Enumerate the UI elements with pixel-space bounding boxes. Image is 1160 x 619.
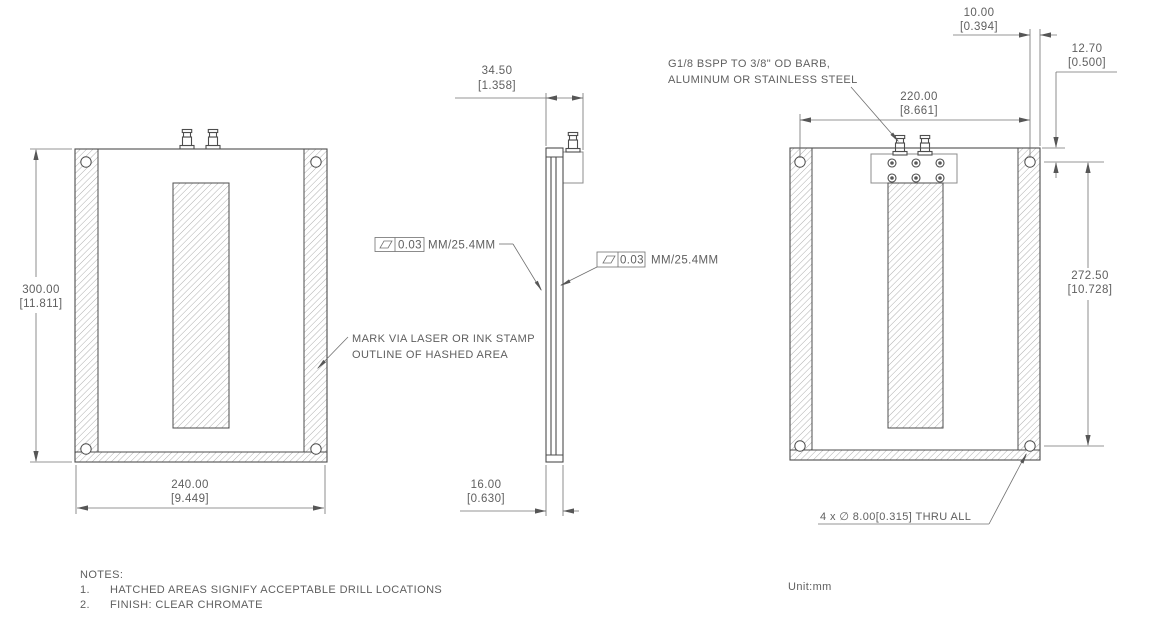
dim-plate-height-inch: [11.811]: [19, 298, 63, 310]
dimension-side-overall-width: [455, 65, 583, 150]
mounting-hole: [1025, 441, 1035, 451]
mounting-hole: [81, 444, 91, 454]
note1-number: 1.: [80, 584, 90, 596]
front-left-drill-zone: [75, 149, 98, 452]
flatness-callout-right: [560, 252, 719, 286]
screw-icon: [936, 159, 944, 167]
screw-icon: [888, 159, 896, 167]
mounting-hole: [795, 441, 805, 451]
marking-note-line2: OUTLINE OF HASHED AREA: [352, 349, 509, 361]
dim-hole-spacing-h-inch: [8.661]: [900, 105, 938, 117]
back-right-drill-zone: [1018, 148, 1040, 450]
flatness-symbol-icon: [603, 256, 615, 263]
note2-number: 2.: [80, 599, 90, 611]
back-bottom-drill-zone: [790, 450, 1040, 460]
side-view: [546, 133, 583, 463]
manifold-block-side: [563, 152, 583, 183]
flatness-left-per: MM/25.4MM: [428, 239, 496, 252]
front-center-drill-zone: [173, 183, 229, 428]
front-right-drill-zone: [304, 149, 327, 452]
dimension-hole-edge-offset: [953, 7, 1057, 146]
notes-title: NOTES:: [80, 569, 124, 581]
barb-fitting-icon: [206, 130, 220, 150]
dim-side-width-inch: [1.358]: [478, 80, 516, 92]
dim-hole-edge-inch: [0.394]: [960, 21, 998, 33]
screw-icon: [912, 174, 920, 182]
flatness-left-value: 0.03: [398, 239, 422, 252]
dim-side-width-mm: 34.50: [481, 65, 513, 77]
fitting-spec-annotation: [668, 58, 899, 142]
dim-hole-top-inch: [0.500]: [1068, 57, 1106, 69]
back-left-drill-zone: [790, 148, 812, 450]
dim-hole-top-mm: 12.70: [1071, 43, 1103, 55]
unit-label: Unit:mm: [788, 581, 832, 593]
screw-icon: [888, 174, 896, 182]
back-view: [790, 136, 1040, 461]
dimension-plate-width: [76, 465, 325, 514]
dim-plate-height-mm: 300.00: [22, 284, 60, 296]
front-view: [75, 130, 327, 463]
dim-plate-width-inch: [9.449]: [171, 493, 209, 505]
mounting-holes-callout: [818, 453, 1027, 524]
dimension-hole-spacing-horizontal: [800, 29, 1030, 158]
dim-plate-width-mm: 240.00: [171, 479, 209, 491]
dimension-hole-top-offset: [1042, 43, 1117, 178]
fitting-spec-line2: ALUMINUM OR STAINLESS STEEL: [668, 74, 858, 86]
dim-hole-spacing-v-mm: 272.50: [1071, 270, 1109, 282]
dim-hole-spacing-v-inch: [10.728]: [1067, 284, 1113, 296]
dimension-plate-height: [19, 149, 72, 462]
dimension-plate-thickness: [460, 465, 579, 516]
mounting-hole: [311, 444, 321, 454]
note1-text: HATCHED AREAS SIGNIFY ACCEPTABLE DRILL LOCATIONS: [110, 584, 443, 596]
notes-block: [80, 569, 442, 611]
dim-thickness-inch: [0.630]: [467, 493, 505, 505]
dim-hole-spacing-h-mm: 220.00: [900, 91, 938, 103]
marking-note-line1: MARK VIA LASER OR INK STAMP: [352, 333, 535, 345]
dimension-hole-spacing-vertical: [1044, 162, 1112, 446]
note2-text: FINISH: CLEAR CHROMATE: [110, 599, 263, 611]
dim-thickness-mm: 16.00: [470, 479, 502, 491]
fitting-spec-line1: G1/8 BSPP TO 3/8" OD BARB,: [668, 58, 831, 70]
mounting-holes-text: 4 x ∅ 8.00[0.315] THRU ALL: [820, 511, 972, 523]
screw-icon: [912, 159, 920, 167]
barb-fitting-icon: [180, 130, 194, 150]
flatness-callout-left: [375, 238, 542, 292]
dim-hole-edge-mm: 10.00: [963, 7, 995, 19]
marking-annotation: [317, 333, 535, 369]
barb-fitting-icon: [566, 133, 580, 153]
side-plate-outline: [546, 148, 563, 462]
mounting-hole: [81, 157, 91, 167]
back-center-drill-zone: [888, 183, 943, 428]
front-bottom-drill-zone: [75, 452, 327, 462]
mounting-hole: [1025, 157, 1035, 167]
flatness-symbol-icon: [380, 241, 392, 248]
screw-icon: [936, 174, 944, 182]
barb-fitting-icon: [918, 136, 932, 156]
flatness-right-per: MM/25.4MM: [651, 254, 719, 267]
mounting-hole: [795, 157, 805, 167]
mounting-hole: [311, 157, 321, 167]
flatness-right-value: 0.03: [620, 254, 644, 267]
